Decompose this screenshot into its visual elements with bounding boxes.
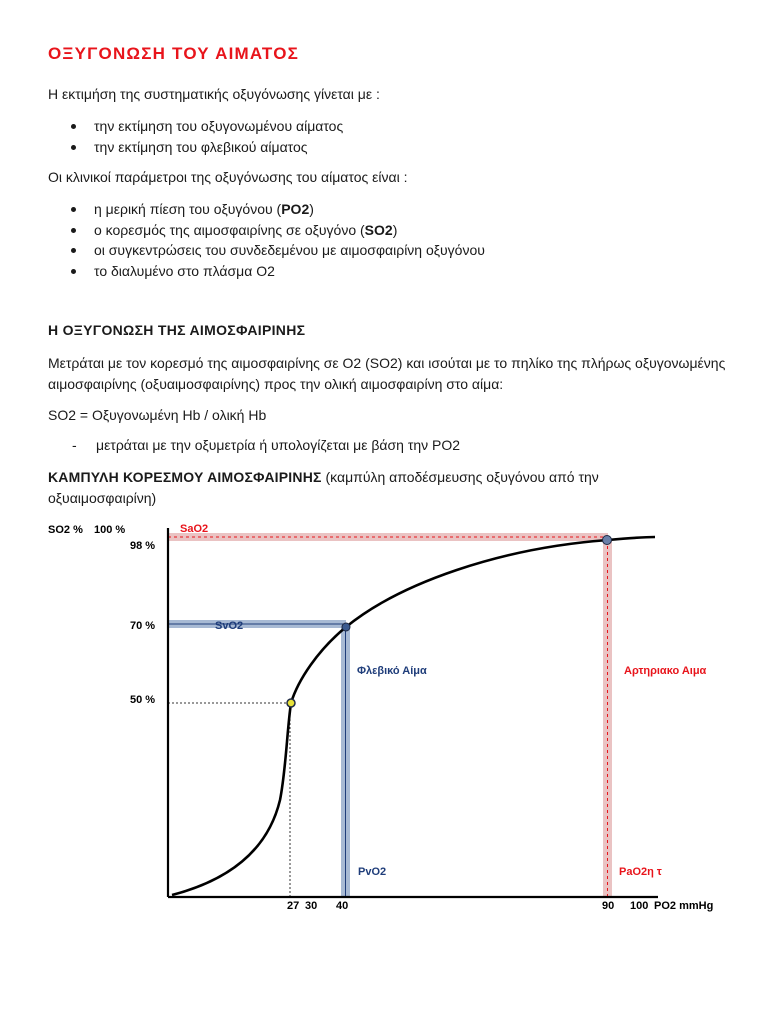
- list-item: την εκτίμηση του φλεβικού αίματος: [48, 137, 343, 158]
- list-item: το διαλυμένο στο πλάσμα Ο2: [48, 261, 485, 282]
- y-tick-label: 50 %: [130, 694, 156, 706]
- venous-blood-label: Φλεβικό Αίμα: [357, 665, 427, 677]
- y-tick-label: 100 %: [94, 524, 126, 536]
- list-item: η μερική πίεση του οξυγόνου (PO2): [48, 199, 485, 220]
- arterial-blood-label: Αρτηριακο Αιμα: [624, 665, 707, 677]
- params-list: [48, 199, 485, 281]
- pvo2-label: PvO2: [358, 866, 387, 878]
- x-tick-label: 27: [287, 900, 300, 912]
- saturation-curve-chart: [0, 510, 768, 920]
- x-tick-label: 100: [630, 900, 649, 912]
- x-axis-label: PO2 mmHg: [654, 900, 714, 912]
- y-axis-label: SO2 %: [48, 524, 83, 536]
- list-item: ο κορεσμός της αιμοσφαιρίνης σε οξυγόνο (SO2): [48, 220, 485, 241]
- pao2-label: PaO2η τ: [619, 866, 662, 878]
- formula-text: SO2 = Οξυγονωμένη Hb / ολική Hb: [48, 407, 267, 423]
- dash-item: [72, 437, 460, 453]
- arterial-point: [603, 536, 612, 545]
- section-heading: Η ΟΞΥΓΟΝΩΣΗ ΤΗΣ ΑΙΜΟΣΦΑΙΡΙΝΗΣ: [48, 322, 306, 338]
- sao2-label: SaO2: [180, 523, 209, 535]
- venous-point: [342, 623, 350, 631]
- p50-point: [287, 699, 295, 707]
- params-intro-text: Οι κλινικοί παράμετροι της οξυγόνωσης του αίματος είναι :: [48, 169, 408, 185]
- svo2-label: SvO2: [215, 620, 244, 632]
- y-tick-label: 98 %: [130, 540, 156, 552]
- x-tick-label: 30: [305, 900, 318, 912]
- intro-list: [48, 116, 343, 157]
- y-tick-label: 70 %: [130, 620, 156, 632]
- intro-text: Η εκτιμήση της συστηματικής οξυγόνωσης γίνεται με :: [48, 86, 380, 102]
- page-title: ΟΞΥΓΟΝΩΣΗ ΤΟΥ ΑΙΜΑΤΟΣ: [48, 44, 300, 63]
- dash-item-text: μετράται με την οξυμετρία ή υπολογίζεται με βάση την PO2: [96, 437, 461, 453]
- pao2-band: [603, 540, 612, 897]
- curve-heading: ΚΑΜΠΥΛΗ ΚΟΡΕΣΜΟΥ ΑΙΜΟΣΦΑΙΡΙΝΗΣ (καμπύλη αποδέσμευσης οξυγόνου από την οξυαιμοσφαιρίνη): [48, 469, 599, 506]
- section-paragraph: Μετράται με τον κορεσμό της αιμοσφαιρίνης σε Ο2 (SO2) και ισούται με το πηλίκο της πλήρως οξυγονωμένης αιμοσφαιρίνης (οξυαιμοσφαιρίνης) προς την ολική αιμοσφαιρίνη στο αίμα:: [48, 355, 726, 392]
- saturation-curve: [172, 537, 655, 895]
- list-item: οι συγκεντρώσεις του συνδεδεμένου με αιμοσφαιρίνη οξυγόνου: [48, 240, 485, 261]
- x-tick-label: 90: [602, 900, 615, 912]
- dash-marker: -: [72, 437, 77, 453]
- list-item: την εκτίμηση του οξυγονωμένου αίματος: [48, 116, 343, 137]
- x-tick-label: 40: [336, 900, 349, 912]
